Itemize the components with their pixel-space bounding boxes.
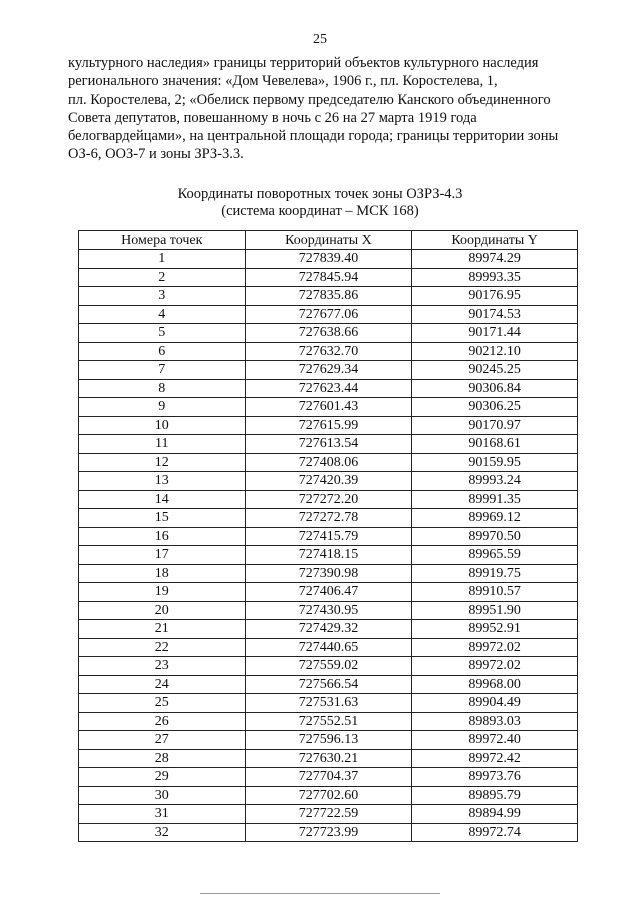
table-row <box>79 823 578 842</box>
cell-coordinate-x: 727406.47 <box>245 583 412 602</box>
cell-coordinate-y: 89973.76 <box>412 768 578 787</box>
cell-coordinate-x: 727596.13 <box>245 731 412 750</box>
table-row <box>79 675 578 694</box>
cell-coordinate-y: 90176.95 <box>412 287 578 306</box>
cell-point-number: 22 <box>79 638 246 657</box>
cell-point-number: 14 <box>79 490 246 509</box>
cell-coordinate-x: 727615.99 <box>245 416 412 435</box>
cell-coordinate-x: 727430.95 <box>245 601 412 620</box>
cell-coordinate-y: 89993.35 <box>412 268 578 287</box>
cell-point-number: 32 <box>79 823 246 842</box>
table-row <box>79 287 578 306</box>
cell-point-number: 31 <box>79 805 246 824</box>
table-row <box>79 694 578 713</box>
table-row <box>79 324 578 343</box>
table-row <box>79 731 578 750</box>
table-caption <box>0 186 640 220</box>
cell-coordinate-y: 89894.99 <box>412 805 578 824</box>
cell-point-number: 1 <box>79 250 246 269</box>
cell-coordinate-x: 727704.37 <box>245 768 412 787</box>
paragraph-line: пл. Коростелева, 2; «Обелиск первому председателю Канского объединенного <box>68 91 551 108</box>
header-point-number: Номера точек <box>79 231 246 250</box>
cell-coordinate-y: 90306.84 <box>412 379 578 398</box>
table-row <box>79 435 578 454</box>
table-row <box>79 509 578 528</box>
cell-coordinate-y: 89993.24 <box>412 472 578 491</box>
table-row <box>79 638 578 657</box>
cell-coordinate-y: 90168.61 <box>412 435 578 454</box>
table-row <box>79 361 578 380</box>
cell-coordinate-x: 727420.39 <box>245 472 412 491</box>
cell-coordinate-y: 89893.03 <box>412 712 578 731</box>
cell-coordinate-y: 89969.12 <box>412 509 578 528</box>
table-title: Координаты поворотных точек зоны ОЗРЗ-4.3 <box>177 186 463 202</box>
cell-coordinate-x: 727415.79 <box>245 527 412 546</box>
table-row <box>79 546 578 565</box>
cell-coordinate-y: 90245.25 <box>412 361 578 380</box>
table-row <box>79 416 578 435</box>
cell-coordinate-y: 89970.50 <box>412 527 578 546</box>
table-row <box>79 250 578 269</box>
cell-coordinate-x: 727702.60 <box>245 786 412 805</box>
paragraph-line: регионального значения: «Дом Чевелева», 1906 г., пл. Коростелева, 1, <box>68 73 498 90</box>
table-row <box>79 657 578 676</box>
cell-coordinate-y: 89974.29 <box>412 250 578 269</box>
cell-point-number: 2 <box>79 268 246 287</box>
cell-coordinate-x: 727630.21 <box>245 749 412 768</box>
cell-point-number: 5 <box>79 324 246 343</box>
cell-point-number: 6 <box>79 342 246 361</box>
table-body <box>79 250 578 842</box>
cell-coordinate-y: 89972.74 <box>412 823 578 842</box>
table-row <box>79 564 578 583</box>
coordinates-table <box>78 230 578 842</box>
cell-point-number: 16 <box>79 527 246 546</box>
cell-point-number: 29 <box>79 768 246 787</box>
header-coordinate-x: Координаты X <box>245 231 412 250</box>
cell-coordinate-x: 727677.06 <box>245 305 412 324</box>
table-row <box>79 749 578 768</box>
cell-coordinate-x: 727723.99 <box>245 823 412 842</box>
table-row <box>79 472 578 491</box>
cell-coordinate-y: 89965.59 <box>412 546 578 565</box>
cell-point-number: 21 <box>79 620 246 639</box>
cell-point-number: 7 <box>79 361 246 380</box>
cell-coordinate-x: 727638.66 <box>245 324 412 343</box>
cell-coordinate-y: 89919.75 <box>412 564 578 583</box>
cell-coordinate-y: 90170.97 <box>412 416 578 435</box>
paragraph-line: Совета депутатов, повешанному в ночь с 26 на 27 марта 1919 года <box>68 109 477 126</box>
cell-point-number: 11 <box>79 435 246 454</box>
table-row <box>79 583 578 602</box>
cell-coordinate-x: 727272.20 <box>245 490 412 509</box>
cell-point-number: 9 <box>79 398 246 417</box>
cell-coordinate-x: 727272.78 <box>245 509 412 528</box>
paragraph-line: ОЗ-6, ООЗ-7 и зоны ЗРЗ-3.3. <box>68 146 244 163</box>
cell-coordinate-x: 727531.63 <box>245 694 412 713</box>
table-row <box>79 712 578 731</box>
cell-point-number: 3 <box>79 287 246 306</box>
table-row <box>79 305 578 324</box>
cell-coordinate-x: 727845.94 <box>245 268 412 287</box>
cell-point-number: 8 <box>79 379 246 398</box>
cell-point-number: 25 <box>79 694 246 713</box>
cell-coordinate-x: 727408.06 <box>245 453 412 472</box>
cell-point-number: 18 <box>79 564 246 583</box>
cell-point-number: 12 <box>79 453 246 472</box>
cell-coordinate-x: 727552.51 <box>245 712 412 731</box>
header-coordinate-y: Координаты Y <box>412 231 578 250</box>
cell-coordinate-x: 727623.44 <box>245 379 412 398</box>
paragraph-line: культурного наследия» границы территорий объектов культурного наследия <box>68 55 539 71</box>
cell-point-number: 20 <box>79 601 246 620</box>
cell-coordinate-x: 727390.98 <box>245 564 412 583</box>
table-row <box>79 786 578 805</box>
cell-coordinate-y: 89895.79 <box>412 786 578 805</box>
cell-point-number: 26 <box>79 712 246 731</box>
cell-coordinate-y: 89968.00 <box>412 675 578 694</box>
table-row <box>79 268 578 287</box>
cell-point-number: 30 <box>79 786 246 805</box>
bottom-divider <box>200 893 440 894</box>
cell-coordinate-x: 727722.59 <box>245 805 412 824</box>
cell-coordinate-y: 90212.10 <box>412 342 578 361</box>
cell-point-number: 17 <box>79 546 246 565</box>
cell-coordinate-y: 89972.02 <box>412 657 578 676</box>
cell-point-number: 4 <box>79 305 246 324</box>
page-number: 25 <box>313 32 327 47</box>
cell-coordinate-y: 89991.35 <box>412 490 578 509</box>
cell-coordinate-x: 727629.34 <box>245 361 412 380</box>
table-row <box>79 527 578 546</box>
cell-coordinate-y: 89972.40 <box>412 731 578 750</box>
cell-point-number: 15 <box>79 509 246 528</box>
cell-point-number: 19 <box>79 583 246 602</box>
cell-coordinate-y: 89910.57 <box>412 583 578 602</box>
cell-coordinate-y: 90159.95 <box>412 453 578 472</box>
table-row <box>79 342 578 361</box>
cell-point-number: 23 <box>79 657 246 676</box>
table-row <box>79 805 578 824</box>
table-row <box>79 379 578 398</box>
table-row <box>79 490 578 509</box>
cell-coordinate-y: 90306.25 <box>412 398 578 417</box>
cell-coordinate-x: 727601.43 <box>245 398 412 417</box>
table-row <box>79 601 578 620</box>
table-row <box>79 620 578 639</box>
paragraph-line: белогвардейцами», на центральной площади города; границы территории зоны <box>68 128 559 145</box>
cell-coordinate-x: 727839.40 <box>245 250 412 269</box>
cell-coordinate-y: 89904.49 <box>412 694 578 713</box>
cell-coordinate-y: 89952.91 <box>412 620 578 639</box>
cell-point-number: 28 <box>79 749 246 768</box>
cell-point-number: 27 <box>79 731 246 750</box>
table-row <box>79 453 578 472</box>
table-row <box>79 398 578 417</box>
cell-coordinate-y: 89951.90 <box>412 601 578 620</box>
table-header-row <box>79 231 578 250</box>
cell-coordinate-y: 90171.44 <box>412 324 578 343</box>
cell-coordinate-y: 89972.02 <box>412 638 578 657</box>
cell-coordinate-x: 727559.02 <box>245 657 412 676</box>
table-subtitle: (система координат – МСК 168) <box>221 203 419 219</box>
cell-point-number: 24 <box>79 675 246 694</box>
cell-coordinate-x: 727632.70 <box>245 342 412 361</box>
cell-point-number: 13 <box>79 472 246 491</box>
cell-coordinate-x: 727440.65 <box>245 638 412 657</box>
cell-point-number: 10 <box>79 416 246 435</box>
cell-coordinate-y: 89972.42 <box>412 749 578 768</box>
cell-coordinate-x: 727418.15 <box>245 546 412 565</box>
cell-coordinate-x: 727429.32 <box>245 620 412 639</box>
cell-coordinate-y: 90174.53 <box>412 305 578 324</box>
table-row <box>79 768 578 787</box>
cell-coordinate-x: 727835.86 <box>245 287 412 306</box>
cell-coordinate-x: 727613.54 <box>245 435 412 454</box>
body-paragraph <box>68 54 590 164</box>
cell-coordinate-x: 727566.54 <box>245 675 412 694</box>
